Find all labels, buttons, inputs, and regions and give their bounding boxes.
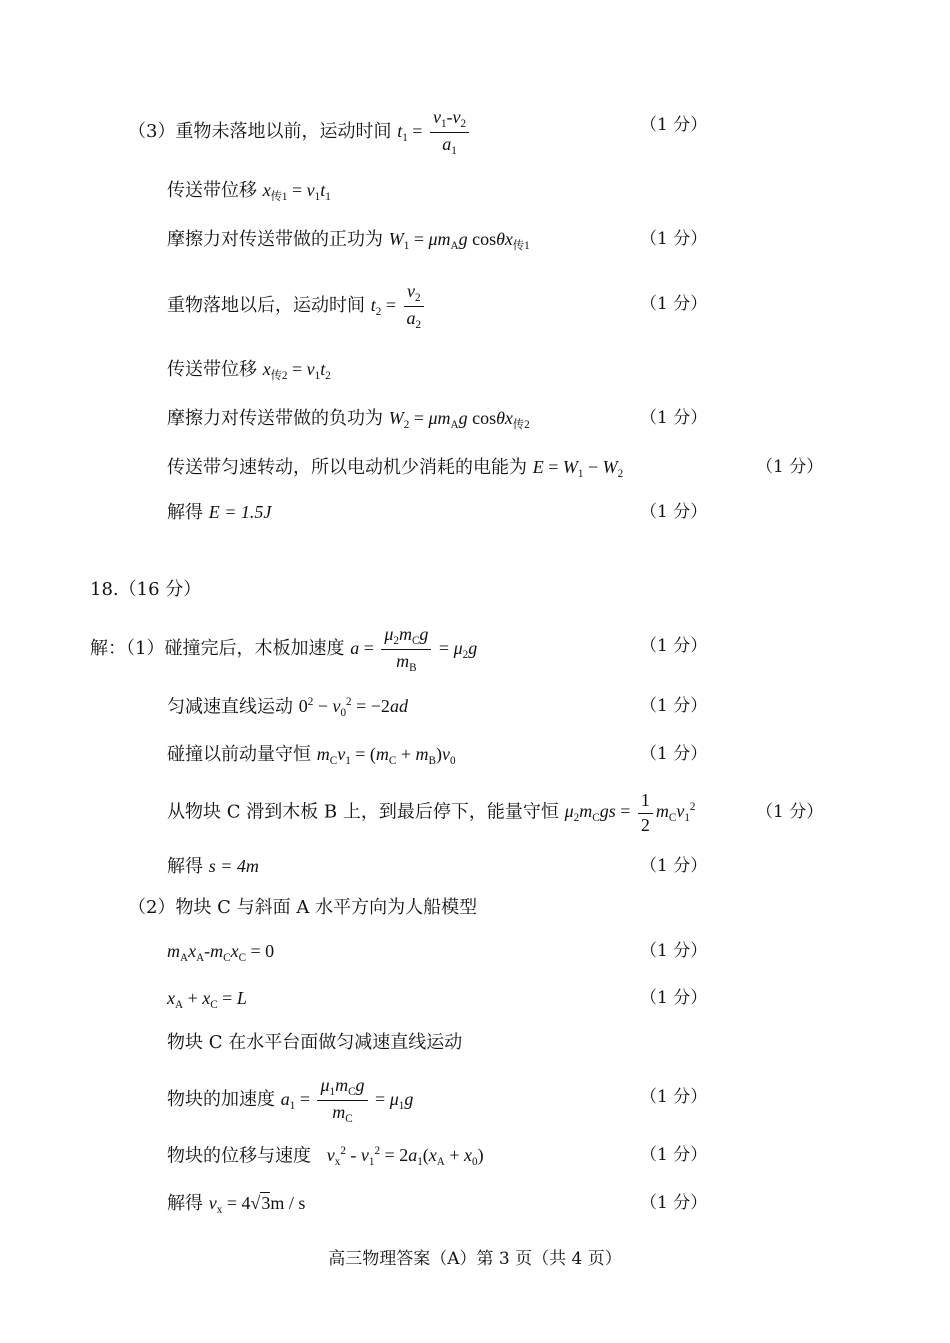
result2-label: 解得	[167, 1193, 203, 1214]
score-mark: （1 分）	[640, 1145, 708, 1165]
score-mark: （1 分）	[640, 1087, 708, 1107]
score-mark: （1 分）	[640, 941, 708, 961]
formula-board-accel: a = $\frac{\mu_2m_Cg}{m_B}$ = $\mu_2g$	[350, 624, 478, 675]
result1-value: s = 4m	[208, 856, 259, 876]
energy-saved-label: 传送带匀速转动，所以电动机少消耗的电能为	[167, 457, 527, 478]
after-land-label: 重物落地以后，运动时间	[167, 294, 365, 316]
decel-label: 匀减速直线运动	[167, 696, 293, 718]
belt-disp2-label: 传送带位移	[167, 359, 257, 380]
score-mark: （1 分）	[640, 502, 708, 522]
score-mark: （1 分）	[640, 636, 708, 656]
formula-disp-vel: $v_x^2 - v_1^2 = 2a_1(x_A + x_0)$	[326, 1145, 484, 1169]
formula-block-accel: $a_1$ = $\frac{\mu_1m_Cg}{m_C}$ = $\mu_1g$	[280, 1075, 414, 1126]
q18-heading: 18.（16 分）	[90, 579, 202, 600]
score-mark: （1 分）	[640, 988, 708, 1008]
score-mark: （1 分）	[640, 408, 708, 428]
part3-time-after-landing	[167, 282, 427, 331]
result-value: E = 1.5J	[208, 502, 272, 522]
score-mark: （1 分）	[640, 115, 708, 135]
part3-intro-text: （3）重物未落地以前，运动时间	[128, 120, 392, 142]
q18-part1-acceleration	[90, 625, 477, 674]
score-mark: （1 分）	[640, 856, 708, 876]
formula-x-belt1: $x_{传1} = v_1t_1$	[262, 180, 331, 203]
disp-vel-label: 物块的位移与速度	[167, 1145, 311, 1167]
q18-part1-intro: 解：（1）碰撞完后，木板加速度	[90, 637, 345, 659]
part3-energy-saved	[167, 458, 623, 480]
momentum-label: 碰撞以前动量守恒	[167, 744, 311, 765]
score-mark: （1 分）	[756, 802, 824, 822]
score-mark: （1 分）	[640, 229, 708, 249]
result2-value: $v_x = 4√3m / s$	[208, 1193, 306, 1216]
belt-disp1-label: 传送带位移	[167, 180, 257, 201]
score-mark: （1 分）	[640, 294, 708, 314]
formula-e: $E = W_1 - W_2$	[532, 457, 624, 480]
result-label: 解得	[167, 502, 203, 523]
friction-pos-label: 摩擦力对传送带做的正功为	[167, 229, 383, 250]
q18-ship-model-eq: $m_Ax_A-m_Cx_C = 0$	[167, 941, 275, 964]
accel-label: 物块的加速度	[167, 1088, 275, 1110]
q18-length-eq: $x_A + x_C = L$	[167, 988, 247, 1011]
formula-momentum: $m_Cv_1 = (m_C + m_B)v_0$	[316, 744, 456, 767]
part3-result	[167, 503, 271, 522]
q18-block-acceleration	[167, 1076, 413, 1125]
formula-energy: $\mu_2m_Cgs$ = $\frac{1}{2}$ $m_Cv_1^2$	[564, 790, 696, 835]
q18-displacement-velocity	[167, 1146, 484, 1168]
formula-t2: $t_2$ = $\frac{v_2}{a_2}$	[371, 295, 427, 315]
formula-decel: $0^2 - v_0^2 = -2ad$	[298, 696, 408, 720]
score-mark: （1 分）	[640, 1193, 708, 1213]
formula-x-belt2: $x_{传2} = v_1t_2$	[262, 359, 331, 382]
score-mark: （1 分）	[640, 744, 708, 764]
energy-cons-label: 从物块 C 滑到木板 B 上，到最后停下，能量守恒	[167, 801, 559, 823]
q18-result2	[167, 1194, 305, 1216]
part3-friction-positive-work	[167, 230, 530, 252]
q18-part2-intro: （2）物块 C 与斜面 A 水平方向为人船模型	[128, 897, 478, 918]
result1-label: 解得	[167, 856, 203, 877]
q18-momentum-conservation	[167, 745, 456, 767]
q18-uniform-deceleration	[167, 697, 408, 719]
part3-friction-negative-work	[167, 409, 530, 431]
part3-belt-displacement-1	[167, 181, 331, 203]
q18-c-motion: 物块 C 在水平台面做匀减速直线运动	[167, 1032, 463, 1053]
formula-w1: $W_1 = \mu m_Ag$ cosθx$_{传1}$	[388, 229, 530, 252]
q18-energy-conservation	[167, 791, 695, 836]
formula-w2: $W_2 = \mu m_Ag$ cosθx$_{传2}$	[388, 408, 530, 431]
part3-time-before-landing	[128, 108, 472, 157]
friction-neg-label: 摩擦力对传送带做的负功为	[167, 408, 383, 429]
page-footer: 高三物理答案（A）第 3 页（共 4 页）	[328, 1249, 622, 1269]
score-mark: （1 分）	[756, 457, 824, 477]
formula-t1: $t_1$ = $\frac{v_1-v_2}{a_1}$	[397, 121, 472, 141]
q18-result1	[167, 857, 259, 876]
part3-belt-displacement-2	[167, 360, 331, 382]
score-mark: （1 分）	[640, 696, 708, 716]
